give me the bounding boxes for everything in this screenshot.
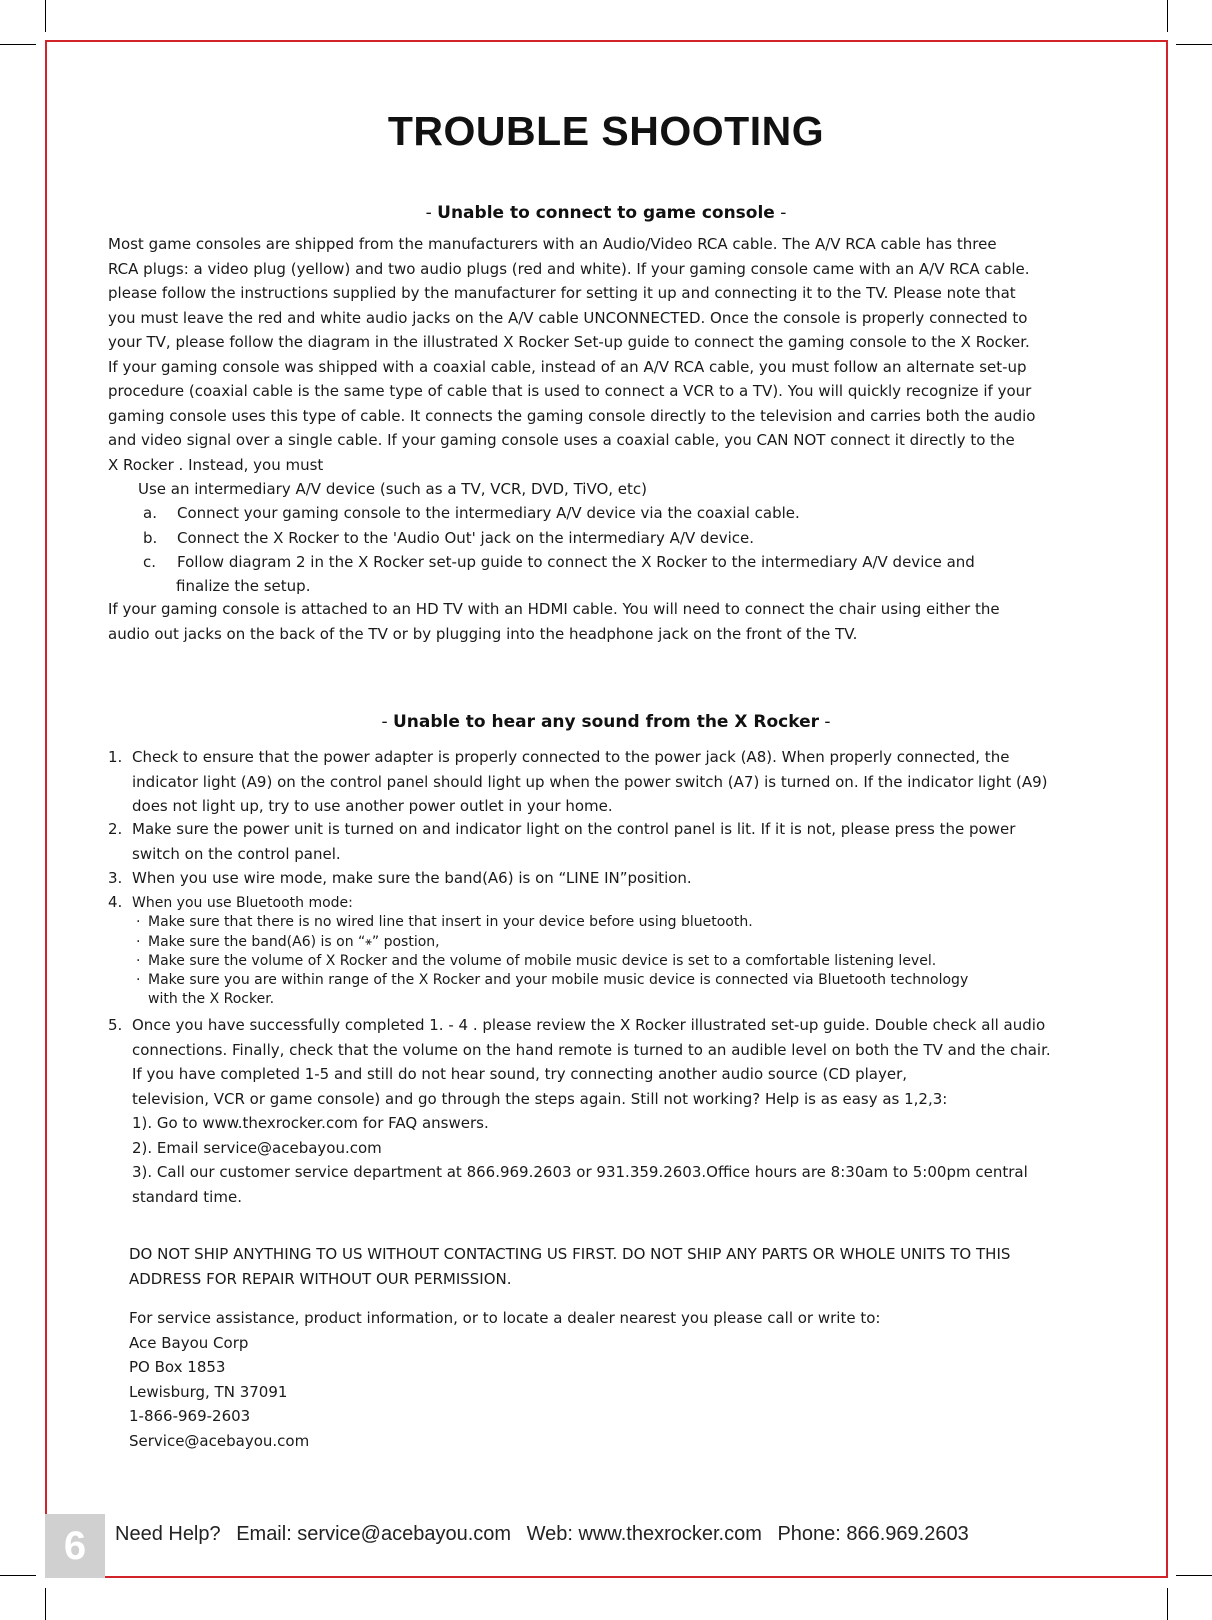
contact-company: Ace Bayou Corp — [129, 1333, 249, 1352]
bullet-icon: · — [136, 972, 141, 988]
paragraph-line: audio out jacks on the back of the TV or by plugging into the headphone jack on the front of the TV. — [108, 624, 858, 643]
paragraph-line: Most game consoles are shipped from the manufacturers with an Audio/Video RCA cable. The A/V RCA cable has three — [108, 235, 997, 253]
section-heading-text: Unable to connect to game console — [437, 203, 775, 223]
step-a — [143, 501, 800, 526]
list-line: 1). Go to www.thexrocker.com for FAQ answers. — [132, 1114, 489, 1132]
contact-block — [129, 1306, 880, 1453]
page-title: TROUBLE SHOOTING — [387, 108, 825, 154]
bullet-line — [108, 952, 968, 971]
item-text: Check to ensure that the power adapter is properly connected to the power jack (A8). When properly connected, the — [132, 748, 1010, 766]
crop-mark — [1176, 1575, 1212, 1576]
list-item-1 — [108, 745, 1048, 819]
contact-intro: For service assistance, product information, or to locate a dealer nearest you please call or write to: — [129, 1309, 881, 1327]
step-text: Connect your gaming console to the intermediary A/V device via the coaxial cable. — [177, 504, 800, 522]
bullet-icon: · — [136, 914, 141, 930]
warning-line: DO NOT SHIP ANYTHING TO US WITHOUT CONTACTING US FIRST. DO NOT SHIP ANY PARTS OR WHOLE UNITS TO THIS — [129, 1245, 1011, 1263]
paragraph-line: you must leave the red and white audio jacks on the A/V cable UNCONNECTED. Once the console is properly connected to — [108, 308, 1028, 327]
shipping-warning — [129, 1242, 1010, 1291]
bullet-icon: · — [136, 953, 141, 969]
step-text: Connect the X Rocker to the 'Audio Out' jack on the intermediary A/V device. — [177, 529, 755, 547]
list-line — [108, 893, 968, 913]
paragraph-line: RCA plugs: a video plug (yellow) and two audio plugs (red and white). If your gaming console came with an A/V RCA cable. — [108, 259, 1030, 278]
bullet-line — [108, 932, 968, 952]
footer-web: Web: www.thexrocker.com — [526, 1523, 762, 1545]
step-c-continued: finalize the setup. — [176, 577, 311, 595]
bullet-text: Make sure you are within range of the X Rocker and your mobile music device is connected via Bluetooth technology — [148, 972, 969, 988]
list-line: indicator light (A9) on the control panel should light up when the power switch (A7) is turned on. If the indicator light (A9) — [132, 772, 1048, 791]
section-heading-console: - Unable to connect to game console - — [425, 203, 787, 223]
hdmi-paragraph — [108, 597, 1000, 646]
list-line — [108, 745, 1048, 770]
warning-line: ADDRESS FOR REPAIR WITHOUT OUR PERMISSION. — [129, 1269, 512, 1288]
crop-mark — [1176, 44, 1212, 45]
contact-pobox: PO Box 1853 — [129, 1358, 226, 1376]
section-heading-sound: - Unable to hear any sound from the X Rocker - — [381, 712, 831, 732]
item-text: When you use Bluetooth mode: — [132, 895, 353, 911]
item-text: Make sure the power unit is turned on and indicator light on the control panel is lit. If it is not, please press the power — [132, 820, 1016, 838]
item-number: 4. — [108, 893, 123, 911]
footer-help-line — [115, 1523, 979, 1546]
paragraph-line: If your gaming console was shipped with a coaxial cable, instead of an A/V RCA cable, you must follow an alternate set-up — [108, 357, 1027, 376]
page-number: 6 — [45, 1514, 105, 1578]
paragraph-line: procedure (coaxial cable is the same type of cable that is used to connect a VCR to a TV). You will quickly recognize if your — [108, 382, 1032, 400]
item-number: 5. — [108, 1016, 123, 1034]
list-line: connections. Finally, check that the volume on the hand remote is turned to an audible level on both the TV and the chair. — [132, 1040, 1051, 1059]
list-line: television, VCR or game console) and go through the steps again. Still not working? Help is as easy as 1,2,3: — [132, 1089, 948, 1108]
list-line: 3). Call our customer service department at 866.969.2603 or 931.359.2603.Office hours are 8:30am to 5:00pm central — [132, 1163, 1028, 1181]
crop-mark — [45, 0, 46, 32]
crop-mark — [0, 1575, 36, 1576]
console-paragraph — [108, 232, 1035, 477]
step-c — [143, 550, 975, 575]
paragraph-line: gaming console uses this type of cable. It connects the gaming console directly to the television and carries both the audio — [108, 406, 1036, 425]
bullet-text: Make sure the band(A6) is on “ — [148, 934, 366, 950]
crop-mark — [0, 44, 36, 45]
list-item-5 — [108, 1013, 1051, 1209]
list-line: standard time. — [132, 1187, 242, 1206]
footer-email: Email: service@acebayou.com — [236, 1523, 512, 1545]
step-mark: b. — [143, 529, 158, 547]
contact-email: Service@acebayou.com — [129, 1431, 310, 1450]
list-item-2 — [108, 817, 1015, 866]
step-text: Follow diagram 2 in the X Rocker set-up guide to connect the X Rocker to the intermediary A/V device and — [177, 553, 975, 571]
item-number: 2. — [108, 820, 123, 838]
list-line — [108, 817, 1015, 842]
bullet-line — [108, 971, 968, 990]
paragraph-line: and video signal over a single cable. If your gaming console uses a coaxial cable, you CAN NOT connect it directly to the — [108, 431, 1015, 449]
list-line — [108, 1013, 1051, 1038]
paragraph-line: your TV, please follow the diagram in the illustrated X Rocker Set-up guide to connect the gaming console to the X Rocker. — [108, 333, 1030, 351]
list-line: switch on the control panel. — [132, 844, 341, 863]
bullet-text: ” postion, — [371, 934, 440, 950]
paragraph-line: please follow the instructions supplied by the manufacturer for setting it up and connecting it to the TV. Please note that — [108, 284, 1016, 302]
bullet-text: Make sure the volume of X Rocker and the volume of mobile music device is set to a comfortable listening level. — [148, 953, 937, 969]
crop-mark — [1167, 0, 1168, 32]
bluetooth-icon: ⚹ — [365, 935, 372, 948]
list-item-3 — [108, 866, 692, 891]
item-text: When you use wire mode, make sure the band(A6) is on “LINE IN”position. — [132, 869, 692, 887]
paragraph-line: X Rocker . Instead, you must — [108, 455, 324, 474]
crop-mark — [45, 1588, 46, 1620]
bullet-icon: · — [136, 934, 141, 950]
list-item-4 — [108, 893, 968, 1009]
item-text: Once you have successfully completed 1. - 4 . please review the X Rocker illustrated set-up guide. Double check all audio — [132, 1016, 1046, 1034]
crop-mark — [1167, 1588, 1168, 1620]
bullet-line — [108, 913, 968, 932]
section-heading-text: Unable to hear any sound from the X Rocker — [392, 712, 820, 732]
step-mark: c. — [143, 553, 157, 571]
paragraph-line: If your gaming console is attached to an HD TV with an HDMI cable. You will need to connect the chair using either the — [108, 600, 1000, 618]
item-number: 1. — [108, 748, 123, 766]
use-intermediary-line: Use an intermediary A/V device (such as a TV, VCR, DVD, TiVO, etc) — [138, 480, 647, 498]
step-b — [143, 526, 754, 551]
list-line: If you have completed 1-5 and still do not hear sound, try connecting another audio source (CD player, — [132, 1065, 908, 1083]
item-number: 3. — [108, 869, 123, 887]
bullet-line: with the X Rocker. — [148, 991, 275, 1007]
list-line: does not light up, try to use another power outlet in your home. — [132, 797, 613, 815]
footer-help: Need Help? — [115, 1523, 221, 1545]
bullet-text: Make sure that there is no wired line that insert in your device before using bluetooth. — [148, 914, 753, 930]
footer-phone: Phone: 866.969.2603 — [777, 1523, 969, 1545]
list-line: 2). Email service@acebayou.com — [132, 1138, 382, 1157]
contact-city: Lewisburg, TN 37091 — [129, 1382, 288, 1401]
contact-phone: 1-866-969-2603 — [129, 1407, 251, 1425]
step-mark: a. — [143, 504, 157, 522]
